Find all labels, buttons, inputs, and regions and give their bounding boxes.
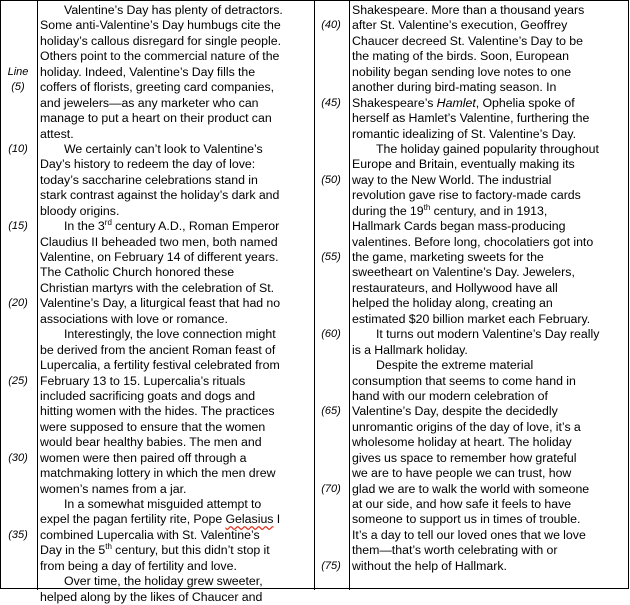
passage-line: We certainly can’t look to Valentine’s	[64, 141, 263, 156]
passage-line: The Catholic Church honored these	[40, 265, 235, 280]
line-number	[0, 188, 36, 203]
passage-line: Valentine’s Day has plenty of detractors.	[64, 3, 283, 17]
passage-line: hitting women with the hides. The practices	[40, 404, 275, 419]
line-number: (40)	[321, 19, 341, 32]
line-number-column-left	[0, 3, 36, 590]
passage-line: without the help of Hallmark.	[352, 558, 507, 573]
line-number	[314, 142, 348, 157]
line-number	[0, 235, 36, 250]
line-number	[0, 111, 36, 126]
line-number	[0, 512, 36, 527]
line-number	[314, 466, 348, 481]
passage-line: women’s names from a jar.	[40, 481, 187, 496]
line-number: (35)	[8, 528, 28, 541]
line-number	[0, 389, 36, 404]
passage-line: unromantic origins of the day of love, it’s a	[352, 419, 581, 434]
passage-line: another during bird-mating season. In	[352, 80, 557, 95]
line-number	[0, 327, 36, 342]
passage-line: Europe and Britain, eventually making its	[352, 157, 575, 172]
passage-line: Despite the extreme material	[376, 358, 534, 373]
line-number: (65)	[321, 405, 341, 418]
passage-line: Hallmark Cards began mass-producing	[352, 219, 566, 234]
line-number	[314, 127, 348, 142]
line-number	[314, 111, 348, 126]
passage-line: be derived from the ancient Roman feast of	[40, 342, 276, 357]
line-number	[314, 574, 348, 589]
passage-line: coffers of florists, greeting card companies,	[40, 80, 275, 95]
line-number	[314, 528, 348, 543]
passage-line: is a Hallmark holiday.	[352, 342, 468, 357]
passage-line: were supposed to ensure that the women	[40, 419, 266, 434]
superscript: th	[105, 542, 112, 552]
passage-line: and jewelers—as any marketer who can	[40, 95, 259, 110]
line-number	[0, 3, 36, 18]
passage-line: Interestingly, the love connection might	[64, 327, 276, 342]
line-number: (5)	[11, 81, 25, 94]
passage-line: associations with love or romance.	[40, 311, 228, 326]
line-number	[314, 312, 348, 327]
line-number: (25)	[8, 374, 28, 387]
line-number	[0, 157, 36, 172]
passage-line: consumption that seems to come hand in	[352, 373, 576, 388]
misspelled-word: Gelasius	[225, 512, 274, 527]
italic-title: Hamlet	[436, 95, 476, 110]
line-number	[314, 219, 348, 234]
passage-line: estimated $20 billion market each February.	[352, 311, 591, 326]
line-number	[0, 497, 36, 512]
passage-line: sweetheart on Valentine’s Day. Jewelers,	[352, 265, 575, 280]
passage-line: from being a day of fertility and love.	[40, 558, 237, 573]
passage-line: The holiday gained popularity throughout	[376, 141, 599, 156]
passage-line: today’s saccharine celebrations stand in	[40, 172, 258, 187]
passage-line: Some anti-Valentine’s Day humbugs cite the	[40, 18, 281, 33]
passage-line: matchmaking lottery in which the men drew	[40, 466, 276, 481]
passage-line: revolution gave rise to factory-made cards	[352, 188, 581, 203]
passage-line: the mating of the birds. Soon, European	[352, 49, 570, 64]
passage-line: someone to support us in times of trouble.	[352, 512, 581, 527]
passage-line: It’s a day to tell our loved ones that we love	[352, 527, 586, 542]
line-number	[0, 204, 36, 219]
line-number	[314, 358, 348, 373]
passage-line: In the 3rd century A.D., Roman Emperor	[64, 218, 280, 234]
line-number: (20)	[8, 297, 28, 310]
passage-line: stark contrast against the holiday’s dark and	[40, 188, 280, 203]
superscript: th	[423, 202, 431, 212]
line-number	[314, 512, 348, 527]
line-number	[314, 281, 348, 296]
line-number	[314, 235, 348, 250]
passage-line: Valentine’s Day, a liturgical feast that had no	[40, 296, 281, 311]
passage-line: holiday. Indeed, Valentine’s Day fills the	[40, 64, 256, 79]
line-number	[314, 296, 348, 311]
line-number	[0, 127, 36, 142]
line-number: Line	[7, 65, 29, 78]
passage-line: Day’s history to redeem the day of love:	[40, 157, 256, 172]
line-number	[0, 543, 36, 558]
passage-line: them—that’s worth celebrating with or	[352, 543, 558, 558]
passage-line: Christian martyrs with the celebration of St.	[40, 280, 275, 295]
passage-line: expel the pagan fertility rite, Pope Gelasius I	[40, 512, 281, 527]
passage-line: women were then paired off through a	[40, 450, 247, 465]
passage-line: Valentine, on February 14 of different years.	[40, 250, 279, 264]
passage-line: would bear healthy babies. The men and	[40, 435, 262, 450]
line-number: (30)	[8, 451, 28, 464]
passage-line: helped the holiday along, creating an	[352, 296, 553, 311]
line-number	[0, 343, 36, 358]
passage-line: helped along by the likes of Chaucer and	[40, 589, 263, 604]
superscript: rd	[104, 218, 112, 228]
passage-line: included sacrificing goats and dogs and	[40, 388, 256, 403]
passage-line: gives us space to remember how grateful	[352, 450, 577, 465]
line-number	[0, 96, 36, 111]
line-number	[314, 543, 348, 558]
passage-line: holiday’s callous disregard for single people.	[40, 33, 281, 48]
line-number: (70)	[321, 482, 341, 495]
line-number-column-right	[314, 3, 348, 590]
line-number: (50)	[321, 173, 341, 186]
line-number	[0, 312, 36, 327]
line-number	[314, 451, 348, 466]
passage-line: attest.	[40, 126, 74, 141]
line-number	[0, 18, 36, 33]
line-number	[314, 188, 348, 203]
line-number	[314, 420, 348, 435]
passage-line: February 13 to 15. Lupercalia’s rituals	[40, 373, 246, 388]
passage-line: combined Lupercalia with St. Valentine’s	[40, 527, 260, 542]
passage-line: glad we are to walk the world with someone	[352, 481, 590, 496]
passage-line: we are to have people we can trust, how	[352, 466, 572, 481]
passage-line: Lupercalia, a fertility festival celebrated from	[40, 358, 280, 373]
passage-line: Others point to the commercial nature of the	[40, 49, 280, 64]
line-number	[0, 466, 36, 481]
line-number	[0, 34, 36, 49]
line-number	[314, 265, 348, 280]
line-number	[0, 420, 36, 435]
line-number: (10)	[8, 142, 28, 155]
passage-line: In a somewhat misguided attempt to	[64, 497, 262, 511]
line-number	[314, 497, 348, 512]
line-number	[0, 559, 36, 574]
line-number	[0, 265, 36, 280]
passage-line: hand with our modern celebration of	[352, 388, 548, 403]
line-number	[314, 204, 348, 219]
passage-line: romantic idealizing of St. Valentine’s Day.	[352, 126, 577, 141]
passage-line: way to the New World. The industrial	[352, 172, 552, 187]
passage-line: wholesome holiday at heart. The holiday	[352, 435, 572, 450]
line-number: (60)	[321, 328, 341, 341]
line-number	[0, 482, 36, 497]
passage-line: restaurateurs, and Hollywood have all	[352, 280, 558, 295]
line-number	[0, 281, 36, 296]
line-number	[314, 65, 348, 80]
column-divider	[37, 1, 38, 590]
line-number	[314, 49, 348, 64]
passage-line: Over time, the holiday grew sweeter,	[64, 574, 263, 589]
passage-line: Shakespeare. More than a thousand years	[352, 3, 585, 17]
passage-line: Chaucer decreed St. Valentine’s Day to be	[352, 33, 583, 48]
line-number: (45)	[321, 96, 341, 109]
passage-line: valentines. Before long, chocolatiers got into	[352, 234, 594, 249]
passage-line: herself as Hamlet’s Valentine, furthering the	[352, 111, 590, 126]
line-number	[314, 343, 348, 358]
line-number	[314, 34, 348, 49]
line-number	[0, 49, 36, 64]
line-number	[0, 574, 36, 589]
passage-line: Claudius II beheaded two men, both named	[40, 234, 278, 249]
line-number: (15)	[8, 220, 28, 233]
line-number: (75)	[321, 559, 341, 572]
passage-line: manage to put a heart on their product can	[40, 111, 272, 126]
line-number	[314, 157, 348, 172]
line-number	[314, 389, 348, 404]
column-divider	[349, 1, 350, 590]
line-number	[314, 80, 348, 95]
line-number	[0, 404, 36, 419]
line-number	[314, 3, 348, 18]
passage-line: Valentine’s Day, despite the decidedly	[352, 404, 558, 419]
passage-line: It turns out modern Valentine’s Day really	[376, 327, 600, 342]
line-number	[0, 250, 36, 265]
passage-line: Day in the 5th century, but this didn’t stop it	[40, 542, 270, 558]
passage-line: nobility began sending love notes to one	[352, 64, 572, 79]
passage-line: the game, marketing sweets for the	[352, 250, 544, 264]
passage-column-left	[40, 3, 312, 605]
passage-line: Shakespeare’s Hamlet, Ophelia spoke of	[352, 95, 575, 110]
passage-line: bloody origins.	[40, 203, 120, 218]
line-number	[314, 374, 348, 389]
line-number	[0, 173, 36, 188]
passage-line: at our side, and how safe it feels to have	[352, 497, 572, 511]
line-number: (55)	[321, 251, 341, 263]
passage-line: during the 19th century, and in 1913,	[352, 202, 548, 218]
passage-column-right	[352, 3, 628, 574]
line-number	[0, 435, 36, 450]
line-number	[0, 358, 36, 373]
line-number	[314, 435, 348, 450]
passage-line: after St. Valentine’s execution, Geoffrey	[352, 18, 568, 33]
